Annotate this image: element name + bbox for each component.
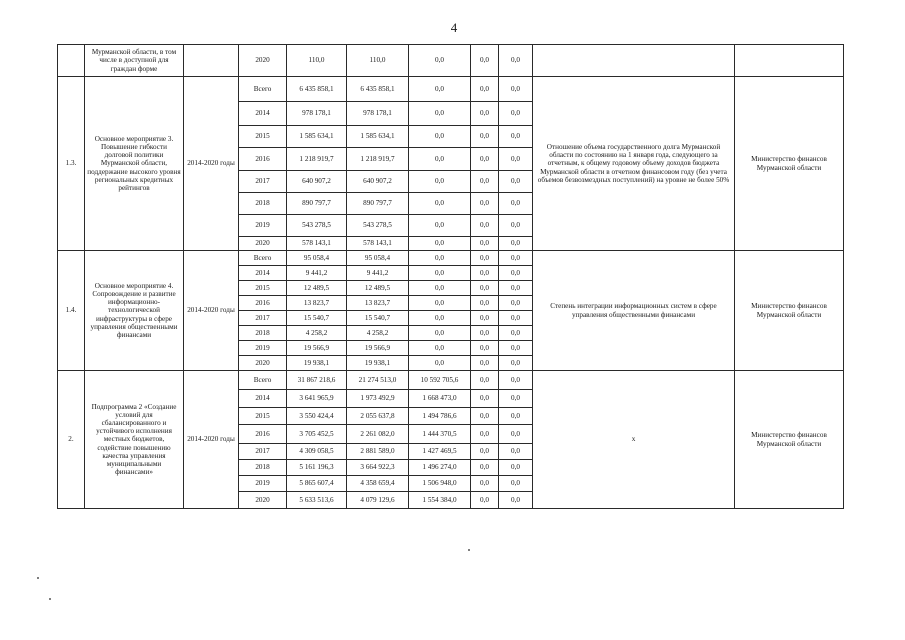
table-body [58, 45, 844, 509]
amount-cell: 4 358 659,4 [347, 476, 409, 492]
amount-cell: 0,0 [471, 296, 499, 311]
amount-cell: 3 550 424,4 [287, 408, 347, 425]
amount-cell: 0,0 [499, 492, 533, 509]
row-number [58, 45, 85, 77]
amount-cell: 0,0 [471, 266, 499, 281]
amount-cell: 0,0 [409, 126, 471, 148]
year: 2014 [239, 390, 287, 408]
amount-cell: 0,0 [471, 356, 499, 371]
amount-cell: 21 274 513,0 [347, 371, 409, 390]
year: 2014 [239, 102, 287, 126]
indicator: Степень интеграции информационных систем в сфере управления общественными финансами [533, 251, 735, 371]
scan-speck [49, 598, 51, 600]
table-row [58, 371, 844, 390]
amount-cell: 4 309 058,5 [287, 444, 347, 460]
indicator [533, 45, 735, 77]
executor: Министерство финансов Мурманской области [735, 371, 844, 509]
amount-cell: 3 705 452,5 [287, 425, 347, 444]
scan-speck [37, 577, 39, 579]
amount-cell: 0,0 [409, 326, 471, 341]
amount-cell: 0,0 [471, 77, 499, 102]
amount-cell: 0,0 [471, 251, 499, 266]
amount-cell: 0,0 [471, 341, 499, 356]
indicator: х [533, 371, 735, 509]
period [184, 45, 239, 77]
amount-cell: 4 079 129,6 [347, 492, 409, 509]
indicator: Отношение объема государственного долга Мурманской области по состоянию на 1 января года, следующего за отчетным, к общему годовому объему доходов бюджета Мурманской области в отчетном финансовом году (без учета объемов безвозмездных поступлений) на уровне не более 50% [533, 77, 735, 251]
amount-cell: 0,0 [499, 296, 533, 311]
amount-cell: 19 938,1 [287, 356, 347, 371]
amount-cell: 0,0 [499, 148, 533, 171]
amount-cell: 1 218 919,7 [347, 148, 409, 171]
amount-cell: 31 867 218,6 [287, 371, 347, 390]
amount-cell: 0,0 [471, 171, 499, 193]
amount-cell: 0,0 [499, 341, 533, 356]
amount-cell: 5 161 196,3 [287, 460, 347, 476]
section-number: 1.3. [58, 77, 85, 251]
table-row [58, 251, 844, 266]
amount-cell: 0,0 [499, 251, 533, 266]
amount-cell: 0,0 [409, 215, 471, 237]
amount-cell: 0,0 [471, 326, 499, 341]
amount-cell: 110,0 [347, 45, 409, 77]
measure-name: Подпрограмма 2 «Создание условий для сбалансированного и устойчивого исполнения местных бюджетов, содействие повышению качества управления муниципальными финансами» [85, 371, 184, 509]
amount-cell: 0,0 [409, 45, 471, 77]
amount-cell: 890 797,7 [287, 193, 347, 215]
amount-cell: 0,0 [471, 371, 499, 390]
year: 2016 [239, 296, 287, 311]
amount-cell: 0,0 [471, 148, 499, 171]
year: 2020 [239, 356, 287, 371]
amount-cell: 3 664 922,3 [347, 460, 409, 476]
amount-cell: 4 258,2 [347, 326, 409, 341]
amount-cell: 2 881 589,0 [347, 444, 409, 460]
amount-cell: 1 585 634,1 [347, 126, 409, 148]
amount-cell: 0,0 [499, 77, 533, 102]
amount-cell: 1 444 370,5 [409, 425, 471, 444]
amount-cell: 0,0 [499, 425, 533, 444]
year: Всего [239, 251, 287, 266]
amount-cell: 0,0 [409, 171, 471, 193]
executor: Министерство финансов Мурманской области [735, 251, 844, 371]
amount-cell: 0,0 [471, 193, 499, 215]
amount-cell: 0,0 [499, 476, 533, 492]
amount-cell: 6 435 858,1 [347, 77, 409, 102]
table-row [58, 77, 844, 102]
section-number: 2. [58, 371, 85, 509]
amount-cell: 578 143,1 [347, 237, 409, 251]
amount-cell: 0,0 [471, 425, 499, 444]
amount-cell: 13 823,7 [347, 296, 409, 311]
period: 2014-2020 годы [184, 251, 239, 371]
amount-cell: 0,0 [409, 251, 471, 266]
year: 2016 [239, 148, 287, 171]
amount-cell: 978 178,1 [287, 102, 347, 126]
amount-cell: 1 496 274,0 [409, 460, 471, 476]
amount-cell: 5 633 513,6 [287, 492, 347, 509]
amount-cell: 0,0 [471, 45, 499, 77]
amount-cell: 0,0 [499, 390, 533, 408]
amount-cell: 890 797,7 [347, 193, 409, 215]
amount-cell: 640 907,2 [347, 171, 409, 193]
amount-cell: 0,0 [409, 311, 471, 326]
section-number: 1.4. [58, 251, 85, 371]
amount-cell: 10 592 705,6 [409, 371, 471, 390]
amount-cell: 0,0 [499, 171, 533, 193]
amount-cell: 9 441,2 [287, 266, 347, 281]
amount-cell: 0,0 [409, 77, 471, 102]
year: Всего [239, 77, 287, 102]
amount-cell: 0,0 [471, 237, 499, 251]
amount-cell: 95 058,4 [287, 251, 347, 266]
amount-cell: 0,0 [409, 281, 471, 296]
amount-cell: 0,0 [409, 341, 471, 356]
amount-cell: 0,0 [499, 356, 533, 371]
amount-cell: 0,0 [499, 326, 533, 341]
year: 2019 [239, 341, 287, 356]
amount-cell: 2 261 082,0 [347, 425, 409, 444]
executor: Министерство финансов Мурманской области [735, 77, 844, 251]
amount-cell: 12 489,5 [287, 281, 347, 296]
amount-cell: 1 973 492,9 [347, 390, 409, 408]
year: 2020 [239, 237, 287, 251]
amount-cell: 543 278,5 [287, 215, 347, 237]
measure-name: Мурманской области, в том числе в доступной для граждан форме [85, 45, 184, 77]
amount-cell: 0,0 [471, 126, 499, 148]
amount-cell: 5 865 607,4 [287, 476, 347, 492]
amount-cell: 0,0 [499, 126, 533, 148]
amount-cell: 1 554 384,0 [409, 492, 471, 509]
page-number: 4 [450, 20, 458, 35]
amount-cell: 1 427 469,5 [409, 444, 471, 460]
measure-name: Основное мероприятие 3. Повышение гибкости долговой политики Мурманской области, поддержание высокого уровня региональных кредитных рейтингов [85, 77, 184, 251]
amount-cell: 0,0 [409, 148, 471, 171]
amount-cell: 0,0 [409, 193, 471, 215]
amount-cell: 15 540,7 [287, 311, 347, 326]
amount-cell: 0,0 [499, 281, 533, 296]
year: 2019 [239, 215, 287, 237]
amount-cell: 0,0 [499, 102, 533, 126]
amount-cell: 2 055 637,8 [347, 408, 409, 425]
year: 2014 [239, 266, 287, 281]
amount-cell: 15 540,7 [347, 311, 409, 326]
amount-cell: 0,0 [471, 444, 499, 460]
year: Всего [239, 371, 287, 390]
year: 2019 [239, 476, 287, 492]
amount-cell: 578 143,1 [287, 237, 347, 251]
amount-cell: 0,0 [499, 371, 533, 390]
amount-cell: 0,0 [499, 45, 533, 77]
amount-cell: 9 441,2 [347, 266, 409, 281]
amount-cell: 1 218 919,7 [287, 148, 347, 171]
amount-cell: 543 278,5 [347, 215, 409, 237]
amount-cell: 0,0 [499, 215, 533, 237]
amount-cell: 95 058,4 [347, 251, 409, 266]
amount-cell: 0,0 [409, 237, 471, 251]
amount-cell: 0,0 [409, 296, 471, 311]
period: 2014-2020 годы [184, 371, 239, 509]
amount-cell: 640 907,2 [287, 171, 347, 193]
amount-cell: 0,0 [499, 460, 533, 476]
amount-cell: 19 566,9 [347, 341, 409, 356]
amount-cell: 0,0 [499, 311, 533, 326]
year: 2018 [239, 460, 287, 476]
amount-cell: 0,0 [471, 215, 499, 237]
amount-cell: 4 258,2 [287, 326, 347, 341]
year: 2017 [239, 171, 287, 193]
year: 2015 [239, 281, 287, 296]
year: 2020 [239, 492, 287, 509]
amount-cell: 0,0 [499, 237, 533, 251]
year: 2015 [239, 126, 287, 148]
year: 2018 [239, 326, 287, 341]
budget-table [57, 44, 844, 509]
amount-cell: 0,0 [409, 102, 471, 126]
amount-cell: 0,0 [471, 408, 499, 425]
amount-cell: 0,0 [471, 102, 499, 126]
amount-cell: 1 506 948,0 [409, 476, 471, 492]
amount-cell: 0,0 [409, 266, 471, 281]
amount-cell: 0,0 [471, 281, 499, 296]
amount-cell: 0,0 [499, 266, 533, 281]
amount-cell: 0,0 [471, 311, 499, 326]
amount-cell: 0,0 [471, 492, 499, 509]
scan-speck [468, 549, 470, 551]
year: 2018 [239, 193, 287, 215]
amount-cell: 19 566,9 [287, 341, 347, 356]
table-row [58, 45, 844, 77]
amount-cell: 0,0 [499, 444, 533, 460]
amount-cell: 13 823,7 [287, 296, 347, 311]
amount-cell: 0,0 [499, 408, 533, 425]
period: 2014-2020 годы [184, 77, 239, 251]
executor [735, 45, 844, 77]
amount-cell: 0,0 [471, 460, 499, 476]
amount-cell: 19 938,1 [347, 356, 409, 371]
year: 2017 [239, 444, 287, 460]
amount-cell: 0,0 [471, 390, 499, 408]
amount-cell: 6 435 858,1 [287, 77, 347, 102]
amount-cell: 1 668 473,0 [409, 390, 471, 408]
amount-cell: 1 494 786,6 [409, 408, 471, 425]
amount-cell: 0,0 [499, 193, 533, 215]
year: 2015 [239, 408, 287, 425]
amount-cell: 978 178,1 [347, 102, 409, 126]
amount-cell: 110,0 [287, 45, 347, 77]
measure-name: Основное мероприятие 4. Сопровождение и развитие информационно-технологической инфраструктуры в сфере управления общественными финансами [85, 251, 184, 371]
year: 2016 [239, 425, 287, 444]
amount-cell: 0,0 [409, 356, 471, 371]
amount-cell: 3 641 965,9 [287, 390, 347, 408]
amount-cell: 12 489,5 [347, 281, 409, 296]
year: 2017 [239, 311, 287, 326]
year: 2020 [239, 45, 287, 77]
amount-cell: 0,0 [471, 476, 499, 492]
amount-cell: 1 585 634,1 [287, 126, 347, 148]
